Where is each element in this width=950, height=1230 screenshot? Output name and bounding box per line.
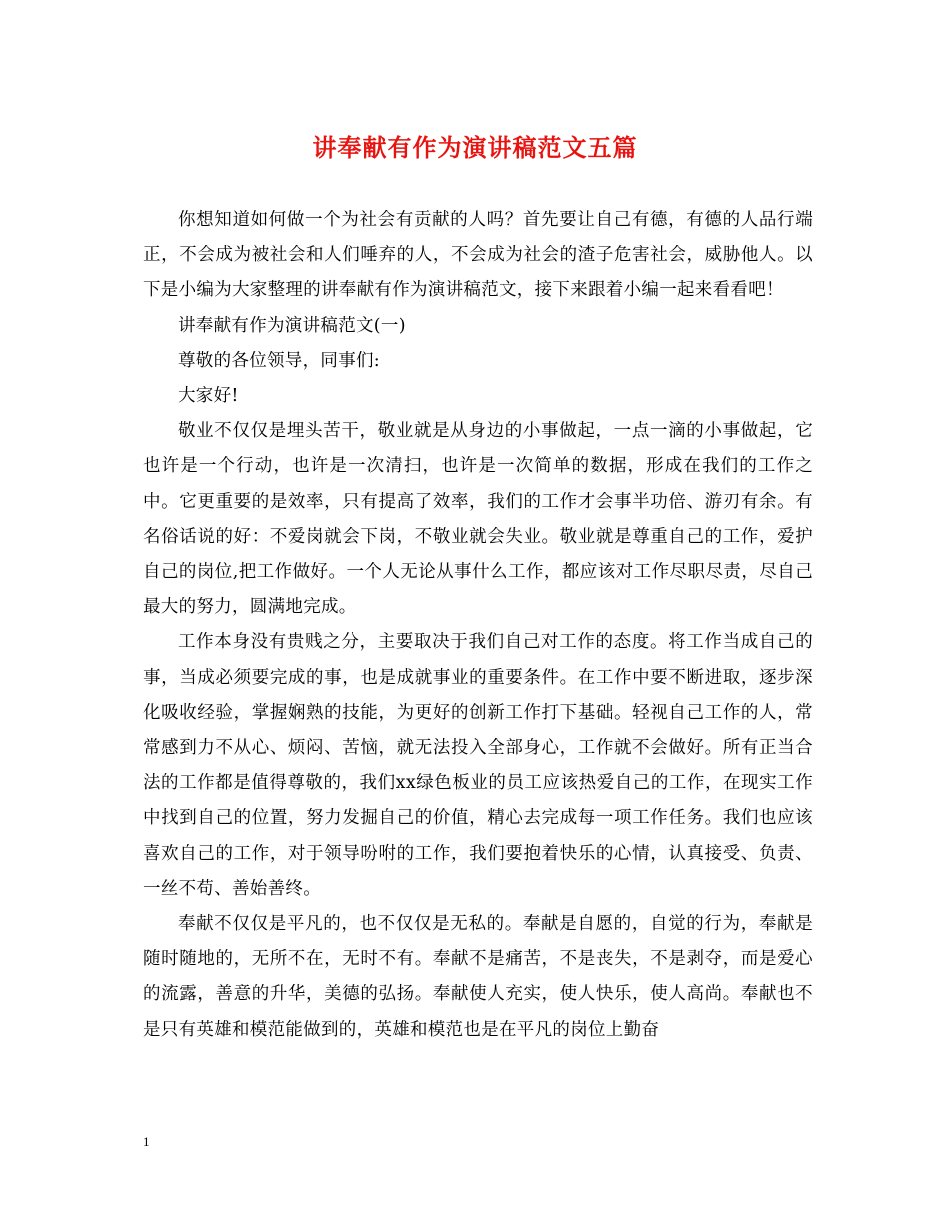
- body-paragraph: 工作本身没有贵贱之分，主要取决于我们自己对工作的态度。将工作当成自己的事，当成必须要完成的事，也是成就事业的重要条件。在工作中要不断进取，逐步深化吸收经验，掌握娴熟的技能，为更好的创新工作打下基础。轻视自己工作的人，常常感到力不从心、烦闷、苦恼，就无法投入全部身心，工作就不会做好。所有正当合法的工作都是值得尊敬的，我们xx绿色板业的员工应该热爱自己的工作，在现实工作中找到自己的位置，努力发掘自己的价值，精心去完成每一项工作任务。我们也应该喜欢自己的工作，对于领导吩咐的工作，我们要抱着快乐的心情，认真接受、负责、一丝不苟、善始善终。: [143, 632, 813, 899]
- document-title: 讲奉献有作为演讲稿范文五篇: [312, 133, 638, 162]
- page-number: 1: [143, 1134, 150, 1149]
- body-paragraph: 敬业不仅仅是埋头苦干，敬业就是从身边的小事做起，一点一滴的小事做起，它也许是一个行动，也许是一次清扫，也许是一次简单的数据，形成在我们的工作之中。它更重要的是效率，只有提高了效率，我们的工作才会事半功倍、游刃有余。有名俗话说的好：不爱岗就会下岗，不敬业就会失业。敬业就是尊重自己的工作，爱护自己的岗位,把工作做好。一个人无论从事什么工作，都应该对工作尽职尽责，尽自己最大的努力，圆满地完成。: [143, 421, 813, 618]
- intro-paragraph: 你想知道如何做一个为社会有贡献的人吗？首先要让自己有德，有德的人品行端正，不会成为被社会和人们唾弃的人，不会成为社会的渣子危害社会，威胁他人。以下是小编为大家整理的讲奉献有作为演讲稿范文，接下来跟着小编一起来看看吧！: [143, 210, 813, 301]
- document-body: [143, 203, 813, 1048]
- greeting: 大家好!: [178, 386, 239, 407]
- salutation: 尊敬的各位领导，同事们:: [178, 350, 380, 371]
- body-paragraph: 奉献不仅仅是平凡的，也不仅仅是无私的。奉献是自愿的，自觉的行为，奉献是随时随地的，无所不在，无时不有。奉献不是痛苦，不是丧失，不是剥夺，而是爱心的流露，善意的升华，美德的弘扬。奉献使人充实，使人快乐，使人高尚。奉献也不是只有英雄和模范能做到的，英雄和模范也是在平凡的岗位上勤奋: [143, 914, 813, 1040]
- section-heading: 讲奉献有作为演讲稿范文(一): [178, 315, 406, 336]
